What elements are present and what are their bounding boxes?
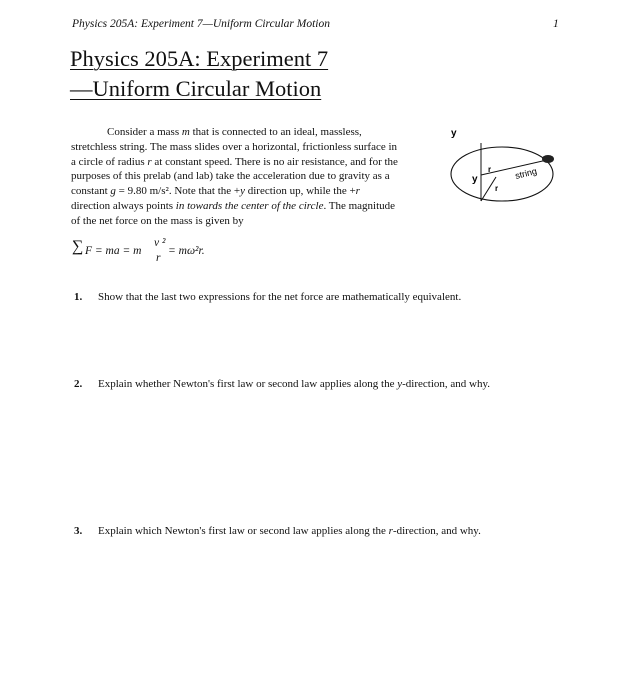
question-number: 2. [74, 378, 83, 390]
question-text: -direction, and why. [392, 525, 481, 537]
var-r: r [147, 155, 152, 168]
intro-paragraph [71, 125, 451, 229]
question-number: 3. [74, 525, 83, 537]
title-line-1: Physics 205A: Experiment 7 [70, 46, 329, 71]
label-string: string [514, 165, 538, 181]
var-g: g [110, 185, 116, 198]
running-header: Physics 205A: Experiment 7—Uniform Circular Motion [72, 18, 330, 30]
var-m: m [181, 126, 190, 138]
question-text: Explain which Newton's first law or second law applies along the [98, 525, 389, 537]
var-r: r [355, 185, 360, 198]
circular-motion-diagram [450, 122, 560, 212]
intro-text: . The magnitude [323, 199, 396, 212]
question-1 [74, 291, 461, 303]
intro-text: a circle of radius [71, 155, 148, 168]
net-force-equation [72, 237, 272, 274]
var-y: y [397, 378, 403, 390]
question-number: 1. [74, 291, 83, 303]
intro-text: at constant speed. There is no air resistance, and for the [151, 155, 398, 168]
intro-text: stretchless string. The mass slides over a horizontal, frictionless surface in [71, 140, 398, 153]
label-y-mid: y [472, 174, 478, 185]
eq-denominator: r [156, 252, 161, 264]
summation-symbol: ∑ [72, 238, 84, 255]
question-3 [74, 525, 481, 537]
question-2 [74, 378, 490, 390]
intro-text: = 9.80 m/s². Note that the + [115, 185, 241, 198]
title-line-2: —Uniform Circular Motion [70, 76, 322, 101]
intro-emphasis: in towards the center of the circle [175, 199, 324, 212]
question-text: Show that the last two expressions for the net force are mathematically equivalent. [98, 291, 462, 303]
intro-text: purposes of this prelab (and lab) take the acceleration due to gravity as a [71, 170, 390, 183]
eq-lhs: F = ma = m [85, 245, 142, 257]
label-r-top: r [488, 165, 492, 174]
intro-text: direction always points [71, 199, 176, 212]
eq-numerator: v ² [154, 237, 166, 249]
r-axis-line [481, 177, 499, 201]
mass-dot [542, 155, 554, 163]
intro-text: that is connected to an ideal, massless, [189, 126, 362, 138]
label-r-mid: r [495, 184, 499, 193]
question-text: -direction, and why. [402, 378, 490, 390]
intro-text: Consider a mass [107, 126, 182, 138]
intro-text: constant [71, 185, 111, 198]
question-text: Explain whether Newton's first law or second law applies along the [98, 378, 398, 390]
var-y: y [240, 185, 245, 198]
var-r: r [388, 525, 393, 537]
intro-text: direction up, while the + [244, 185, 356, 198]
intro-text: of the net force on the mass is given by [71, 214, 244, 227]
eq-rhs: = mω²r. [168, 245, 205, 257]
label-y-top: y [451, 128, 457, 139]
circle-path [451, 147, 553, 201]
page-number: 1 [553, 18, 559, 30]
page-title [70, 44, 328, 104]
